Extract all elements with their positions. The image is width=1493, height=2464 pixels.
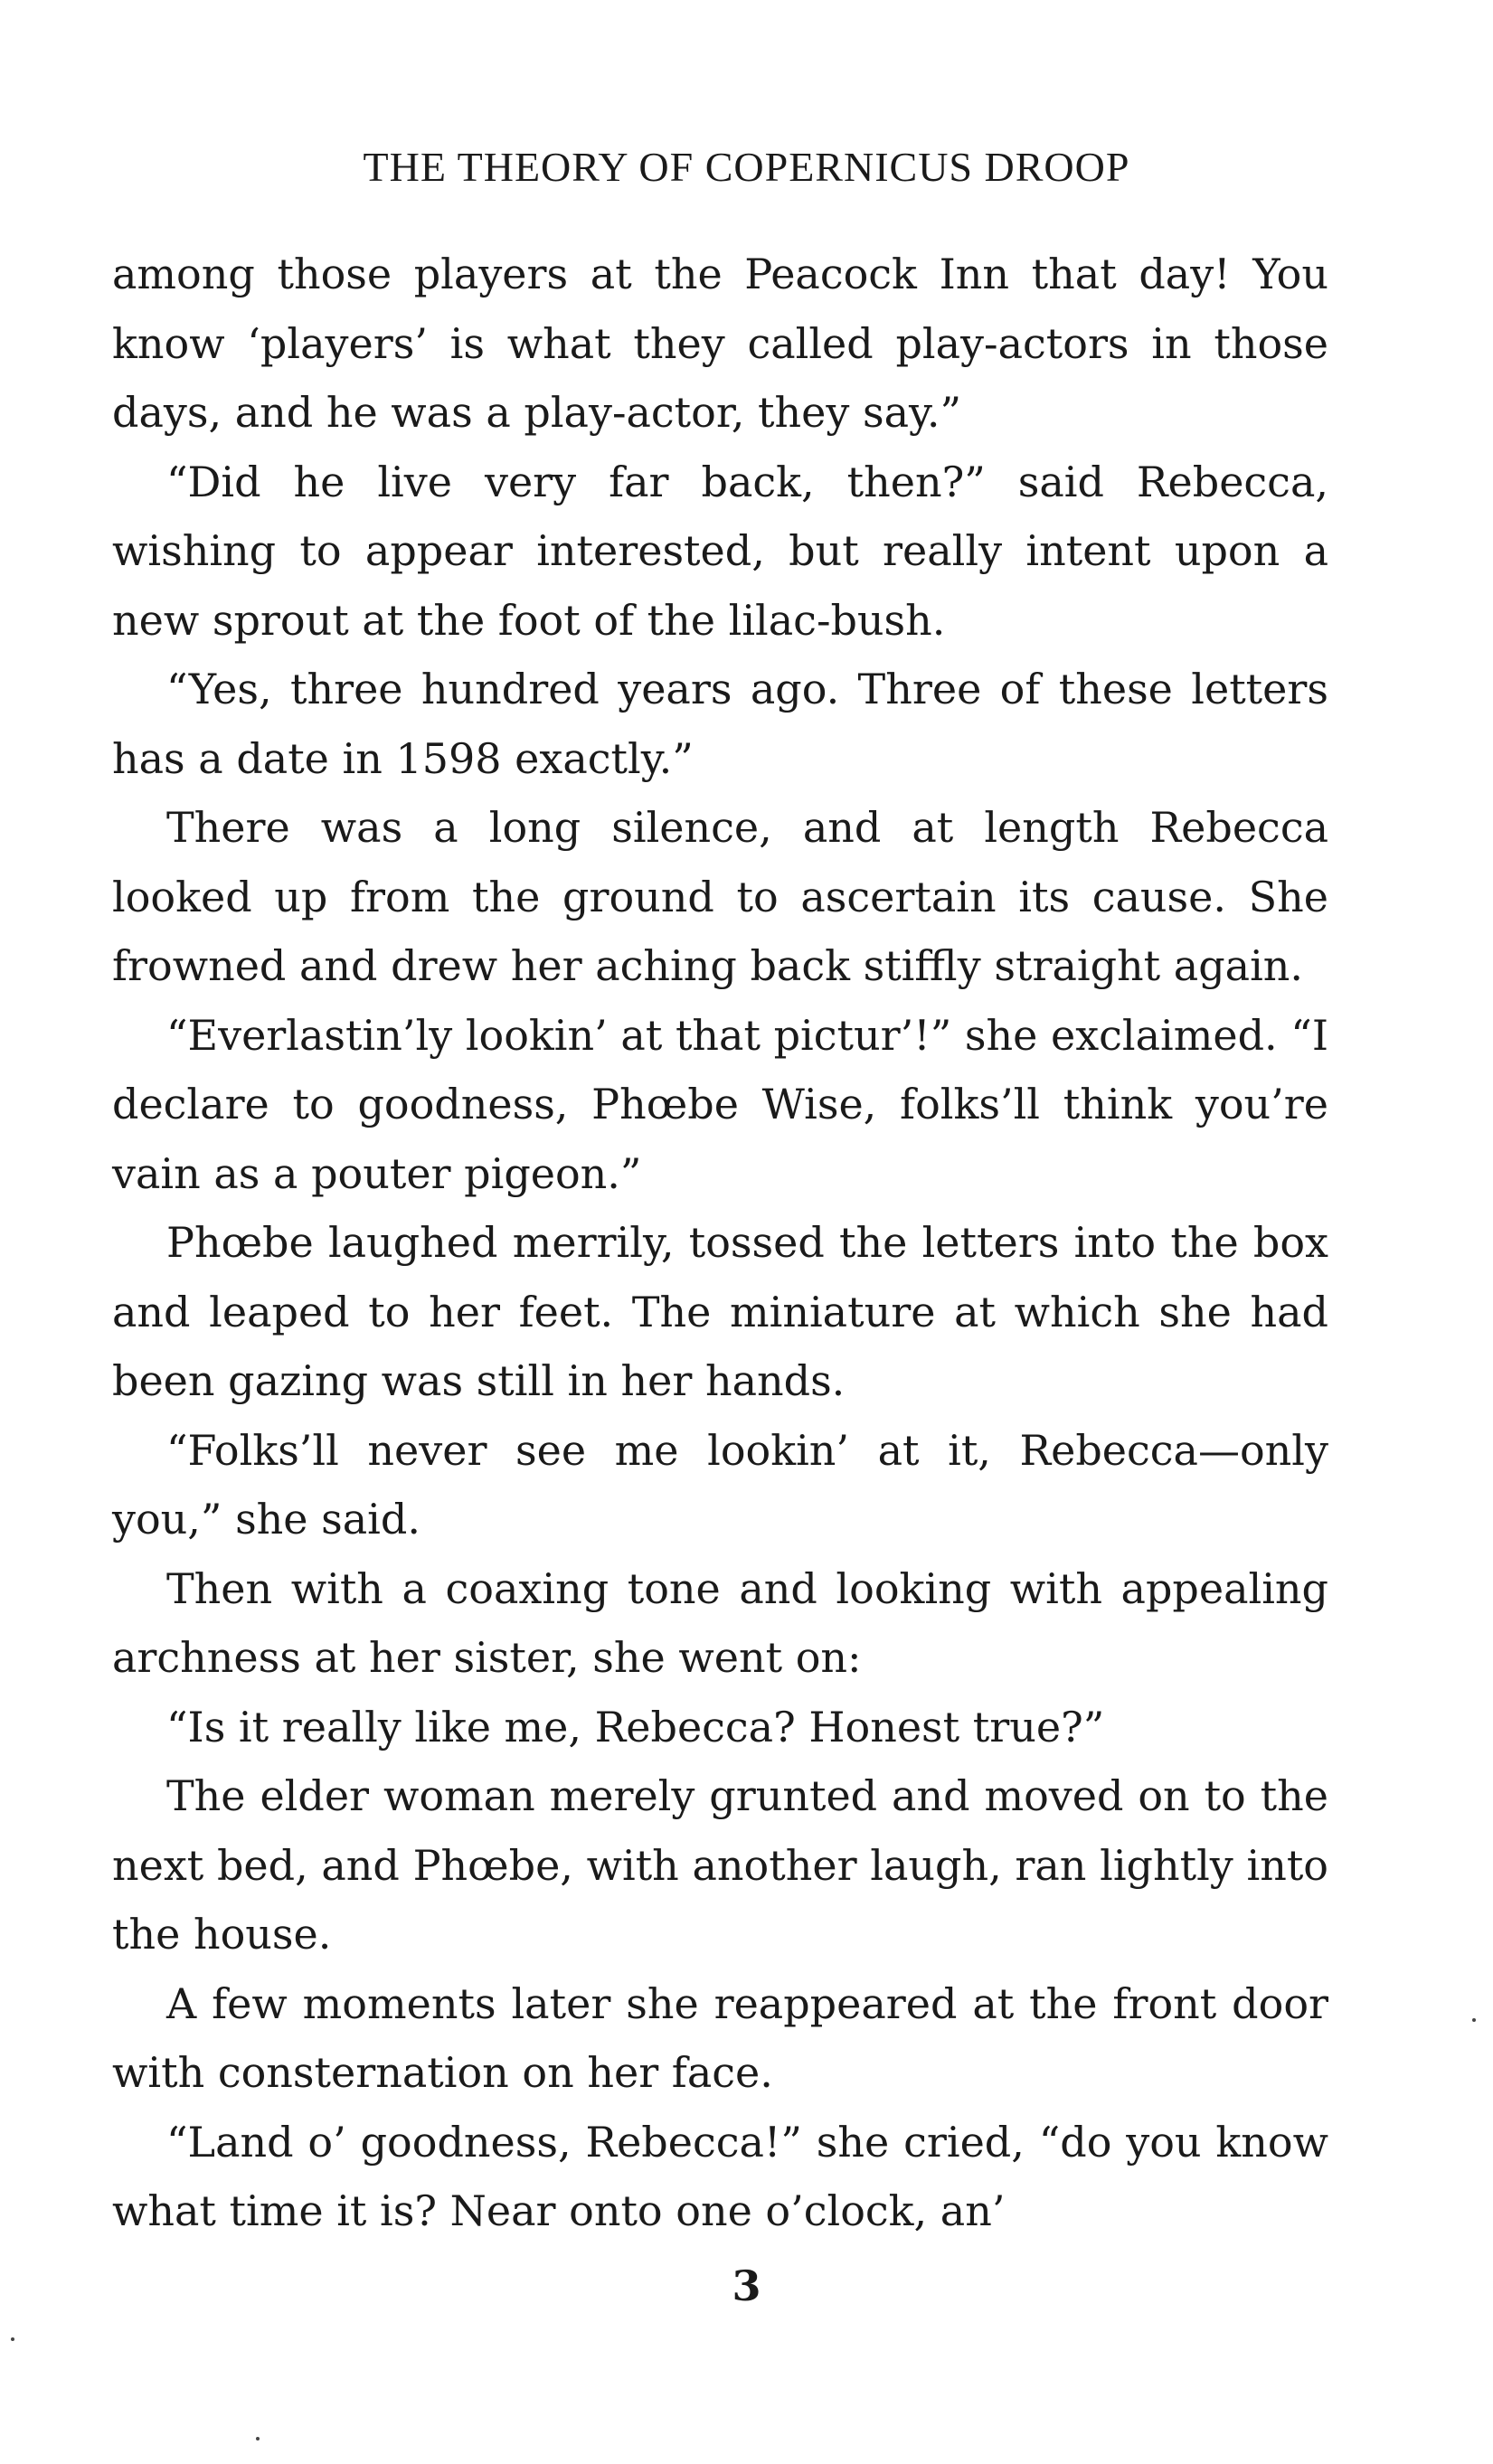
paragraph-7: “Folks’ll never see me lookin’ at it, Rebecca—only you,” she said.	[112, 1425, 1328, 1544]
paragraph-8: Then with a coaxing tone and looking with appealing archness at her sister, she went on:	[112, 1563, 1328, 1682]
scan-speck	[256, 2437, 260, 2440]
scan-speck	[1472, 2018, 1476, 2022]
paragraph-12: “Land o’ goodness, Rebecca!” she cried, “do you know what time it is? Near onto one o’clock, an’	[112, 2117, 1328, 2235]
paragraph-1: among those players at the Peacock Inn that day! You know ‘players’ is what they called play-actors in those days, and he was a play-actor, they say.”	[112, 250, 1328, 437]
scan-speck	[11, 2337, 14, 2341]
body-text	[112, 240, 1328, 2246]
paragraph-5: “Everlastin’ly lookin’ at that pictur’!” she exclaimed. “I declare to goodness, Phœbe Wise, folks’ll think you’re vain as a pouter pigeon.”	[112, 1010, 1328, 1198]
paragraph-9: “Is it really like me, Rebecca? Honest true?”	[166, 1702, 1105, 1751]
page-number: 3	[732, 2261, 761, 2310]
paragraph-3: “Yes, three hundred years ago. Three of these letters has a date in 1598 exactly.”	[112, 665, 1328, 783]
paragraph-11: A few moments later she reappeared at the front door with consternation on her face.	[112, 1978, 1328, 2097]
paragraph-2: “Did he live very far back, then?” said Rebecca, wishing to appear interested, but really intent upon a new sprout at the foot of the lilac-bush.	[112, 457, 1328, 645]
paragraph-6: Phœbe laughed merrily, tossed the letters into the box and leaped to her feet. The miniature at which she had been gazing was still in her hands.	[112, 1218, 1328, 1405]
running-head: THE THEORY OF COPERNICUS DROOP	[363, 144, 1130, 190]
paragraph-4: There was a long silence, and at length Rebecca looked up from the ground to ascertain its cause. She frowned and drew her aching back stiffly straight again.	[112, 803, 1328, 990]
paragraph-10: The elder woman merely grunted and moved on to the next bed, and Phœbe, with another laugh, ran lightly into the house.	[112, 1771, 1328, 1959]
